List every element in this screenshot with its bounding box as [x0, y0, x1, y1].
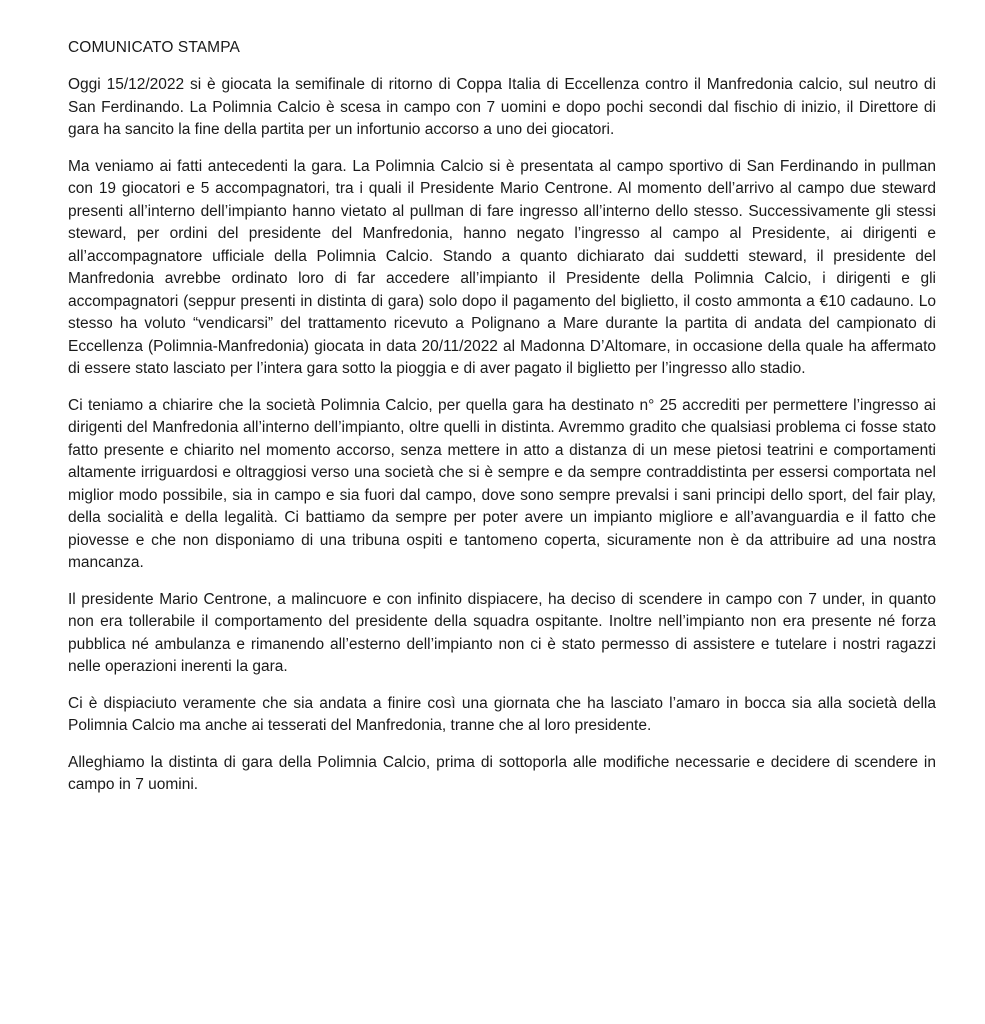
- paragraph-pre-match-facts: Ma veniamo ai fatti antecedenti la gara. La Polimnia Calcio si è presentata al campo sportivo di San Ferdinando in pullman con 19 giocatori e 5 accompagnatori, tra i quali il Presidente Mario Centrone. Al momento dell’arrivo al campo due steward presenti all’interno dell’impianto hanno vietato al pullman di fare ingresso all’interno dello stesso. Successivamente gli stessi steward, per ordini del presidente del Manfredonia, hanno negato l’ingresso al campo al Presidente, ai dirigenti e all’accompagnatore ufficiale della Polimnia Calcio. Stando a quanto dichiarato dai suddetti steward, il presidente del Manfredonia avrebbe ordinato loro di far accedere all’impianto il Presidente della Polimnia Calcio, i dirigenti e gli accompagnatori (seppur presenti in distinta di gara) solo dopo il pagamento del biglietto, il costo ammonta a €10 cadauno. Lo stesso ha voluto “vendicarsi” del trattamento ricevuto a Polignano a Mare durante la partita di andata del campionato di Eccellenza (Polimnia-Manfredonia) giocata in data 20/11/2022 al Madonna D’Altomare, in occasione della quale ha affermato di essere stato lasciato per l’intera gara sotto la pioggia e di aver pagato il biglietto per l’ingresso allo stadio.: [68, 157, 936, 377]
- paragraph-attachment-note: Alleghiamo la distinta di gara della Polimnia Calcio, prima di sottoporla alle modifiche necessarie e decidere di scendere in campo in 7 uomini.: [68, 753, 936, 793]
- document-title: COMUNICATO STAMPA: [68, 39, 240, 56]
- press-release-document: [68, 36, 936, 811]
- paragraph-clarification: Ci teniamo a chiarire che la società Polimnia Calcio, per quella gara ha destinato n° 25 accrediti per permettere l’ingresso ai dirigenti del Manfredonia all’interno dell’impianto, oltre quelli in distinta. Avremmo gradito che qualsiasi problema ci fosse stato fatto presente e chiarito nel momento accorso, senza mettere in atto a distanza di un mese pietosi teatrini e comportamenti altamente irriguardosi e oltraggiosi verso una società che si è sempre e da sempre contraddistinta per essersi comportata nel miglior modo possibile, sia in campo e sia fuori dal campo, dove sono sempre prevalsi i sani principi dello sport, del fair play, della socialità e della legalità. Ci battiamo da sempre per poter avere un impianto migliore e all’avanguardia e il fatto che piovesse e che non disponiamo di una tribuna ospiti e tantomeno coperta, sicuramente non è da attribuire ad una nostra mancanza.: [68, 396, 936, 571]
- paragraph-match-summary: Oggi 15/12/2022 si è giocata la semifinale di ritorno di Coppa Italia di Eccellenza contro il Manfredonia calcio, sul neutro di San Ferdinando. La Polimnia Calcio è scesa in campo con 7 uomini e dopo pochi secondi dal fischio di inizio, il Direttore di gara ha sancito la fine della partita per un infortunio accorso a uno dei giocatori.: [68, 76, 936, 138]
- paragraph-regret: Ci è dispiaciuto veramente che sia andata a finire così una giornata che ha lasciato l’amaro in bocca sia alla società della Polimnia Calcio ma anche ai tesserati del Manfredonia, tranne che al loro presidente.: [68, 694, 936, 734]
- paragraph-president-decision: Il presidente Mario Centrone, a malincuore e con infinito dispiacere, ha deciso di scendere in campo con 7 under, in quanto non era tollerabile il comportamento del presidente della squadra ospitante. Inoltre nell’impianto non era presente né forza pubblica né ambulanza e rimanendo all’esterno dell’impianto non ci è stato permesso di assistere e tutelare i nostri ragazzi nelle operazioni inerenti la gara.: [68, 590, 936, 675]
